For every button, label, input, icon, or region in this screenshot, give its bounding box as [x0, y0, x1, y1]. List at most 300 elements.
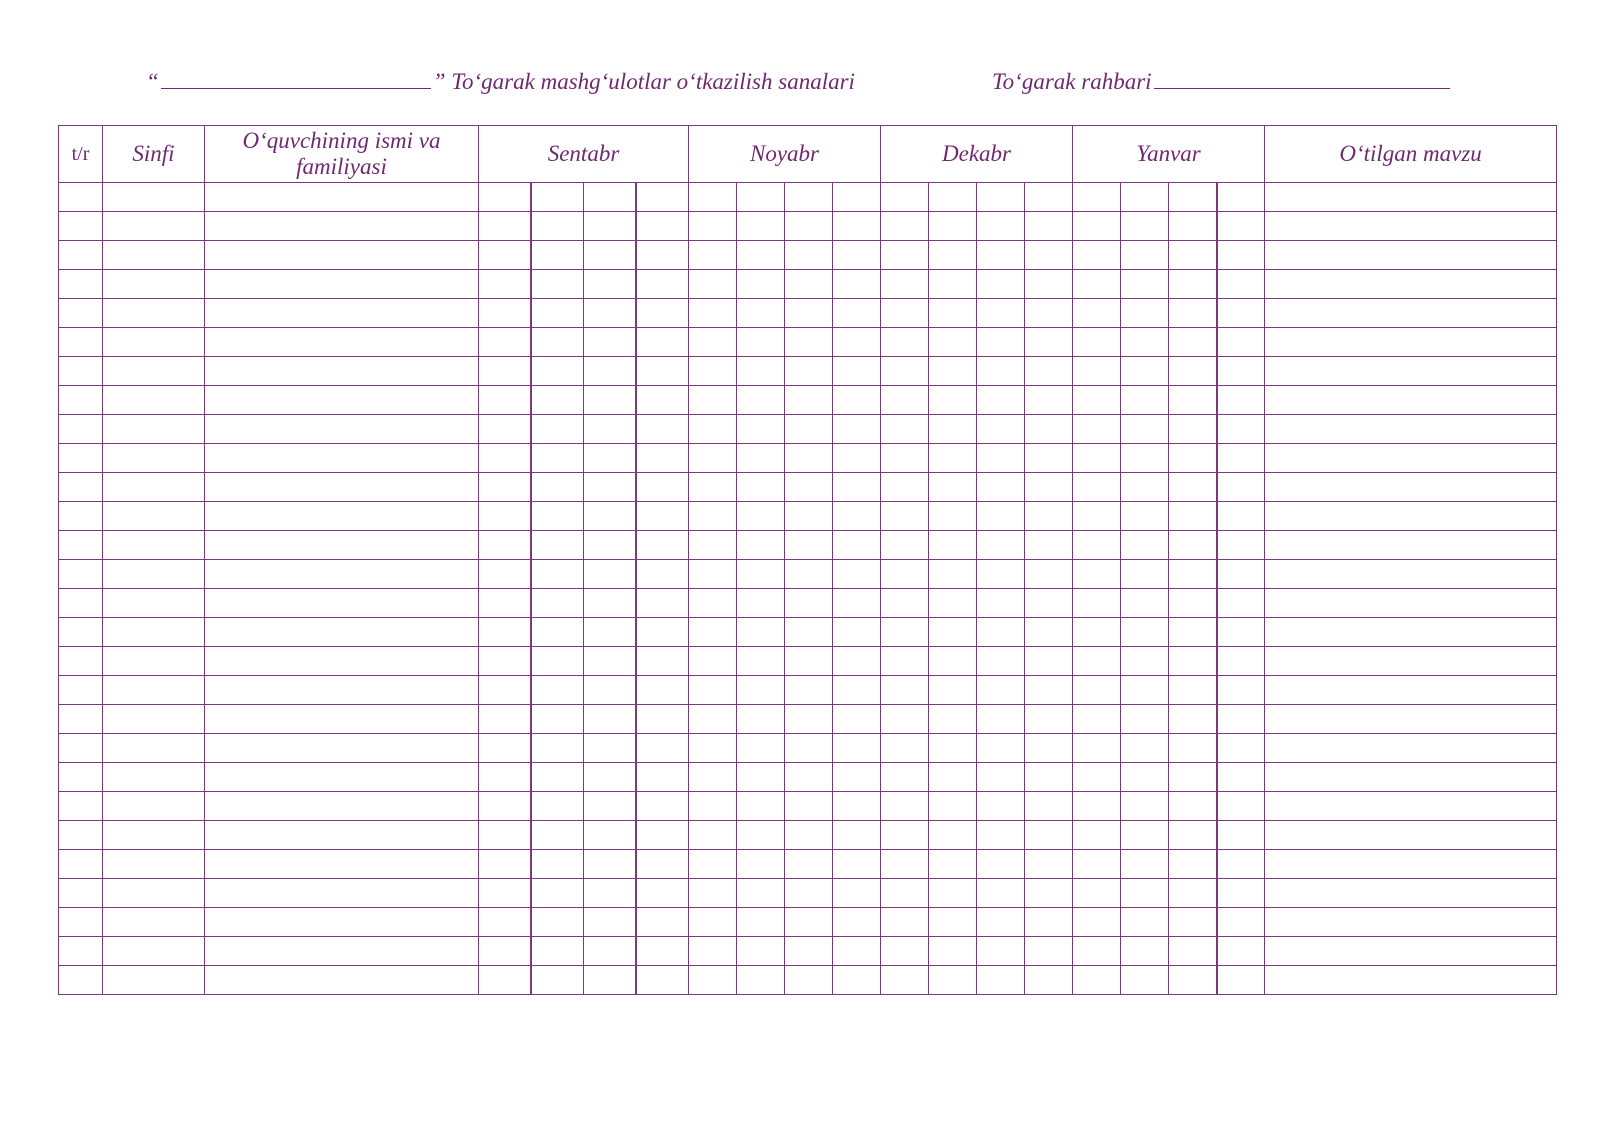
- date-cell-yanvar[interactable]: [1169, 850, 1217, 879]
- date-cell-yanvar[interactable]: [1217, 444, 1265, 473]
- class-cell[interactable]: [103, 560, 205, 589]
- date-cell-noyabr[interactable]: [689, 502, 737, 531]
- date-cell-noyabr[interactable]: [785, 270, 833, 299]
- class-cell[interactable]: [103, 792, 205, 821]
- date-cell-dekabr[interactable]: [881, 328, 929, 357]
- student-name-cell[interactable]: [205, 966, 479, 995]
- topic-cell[interactable]: [1265, 908, 1557, 937]
- date-cell-noyabr[interactable]: [737, 734, 785, 763]
- date-cell-noyabr[interactable]: [737, 386, 785, 415]
- date-cell-noyabr[interactable]: [737, 270, 785, 299]
- date-cell-noyabr[interactable]: [785, 618, 833, 647]
- date-cell-dekabr[interactable]: [977, 328, 1025, 357]
- date-cell-dekabr[interactable]: [977, 618, 1025, 647]
- class-cell[interactable]: [103, 357, 205, 386]
- date-cell-sentabr[interactable]: [636, 386, 689, 415]
- date-cell-noyabr[interactable]: [785, 531, 833, 560]
- date-cell-noyabr[interactable]: [785, 241, 833, 270]
- date-cell-dekabr[interactable]: [881, 473, 929, 502]
- date-cell-dekabr[interactable]: [977, 705, 1025, 734]
- date-cell-sentabr[interactable]: [636, 792, 689, 821]
- date-cell-sentabr[interactable]: [479, 821, 532, 850]
- date-cell-dekabr[interactable]: [881, 647, 929, 676]
- date-cell-sentabr[interactable]: [531, 212, 584, 241]
- date-cell-noyabr[interactable]: [833, 241, 881, 270]
- date-cell-sentabr[interactable]: [584, 821, 637, 850]
- date-cell-noyabr[interactable]: [833, 879, 881, 908]
- date-cell-sentabr[interactable]: [584, 444, 637, 473]
- date-cell-noyabr[interactable]: [785, 589, 833, 618]
- date-cell-sentabr[interactable]: [584, 560, 637, 589]
- date-cell-yanvar[interactable]: [1073, 879, 1121, 908]
- date-cell-noyabr[interactable]: [833, 850, 881, 879]
- date-cell-sentabr[interactable]: [636, 966, 689, 995]
- date-cell-yanvar[interactable]: [1217, 299, 1265, 328]
- date-cell-noyabr[interactable]: [785, 879, 833, 908]
- class-cell[interactable]: [103, 299, 205, 328]
- class-cell[interactable]: [103, 937, 205, 966]
- topic-cell[interactable]: [1265, 241, 1557, 270]
- date-cell-dekabr[interactable]: [1025, 299, 1073, 328]
- date-cell-dekabr[interactable]: [881, 415, 929, 444]
- date-cell-noyabr[interactable]: [689, 937, 737, 966]
- date-cell-sentabr[interactable]: [479, 908, 532, 937]
- class-cell[interactable]: [103, 763, 205, 792]
- date-cell-sentabr[interactable]: [636, 734, 689, 763]
- date-cell-yanvar[interactable]: [1073, 850, 1121, 879]
- date-cell-yanvar[interactable]: [1073, 937, 1121, 966]
- number-cell[interactable]: [59, 792, 103, 821]
- date-cell-dekabr[interactable]: [1025, 676, 1073, 705]
- date-cell-sentabr[interactable]: [479, 444, 532, 473]
- date-cell-sentabr[interactable]: [636, 502, 689, 531]
- date-cell-yanvar[interactable]: [1073, 473, 1121, 502]
- date-cell-sentabr[interactable]: [479, 415, 532, 444]
- date-cell-dekabr[interactable]: [929, 299, 977, 328]
- date-cell-noyabr[interactable]: [689, 444, 737, 473]
- date-cell-noyabr[interactable]: [833, 676, 881, 705]
- date-cell-dekabr[interactable]: [881, 821, 929, 850]
- date-cell-yanvar[interactable]: [1073, 908, 1121, 937]
- date-cell-dekabr[interactable]: [977, 444, 1025, 473]
- date-cell-noyabr[interactable]: [689, 473, 737, 502]
- date-cell-sentabr[interactable]: [636, 241, 689, 270]
- student-name-cell[interactable]: [205, 937, 479, 966]
- date-cell-sentabr[interactable]: [584, 734, 637, 763]
- date-cell-sentabr[interactable]: [479, 270, 532, 299]
- date-cell-sentabr[interactable]: [479, 183, 532, 212]
- date-cell-sentabr[interactable]: [584, 531, 637, 560]
- date-cell-sentabr[interactable]: [584, 618, 637, 647]
- date-cell-yanvar[interactable]: [1169, 647, 1217, 676]
- date-cell-sentabr[interactable]: [636, 589, 689, 618]
- date-cell-dekabr[interactable]: [1025, 183, 1073, 212]
- date-cell-yanvar[interactable]: [1217, 763, 1265, 792]
- date-cell-sentabr[interactable]: [479, 589, 532, 618]
- date-cell-sentabr[interactable]: [636, 444, 689, 473]
- number-cell[interactable]: [59, 386, 103, 415]
- date-cell-yanvar[interactable]: [1169, 763, 1217, 792]
- date-cell-noyabr[interactable]: [833, 908, 881, 937]
- date-cell-yanvar[interactable]: [1217, 386, 1265, 415]
- date-cell-dekabr[interactable]: [929, 560, 977, 589]
- date-cell-dekabr[interactable]: [977, 676, 1025, 705]
- date-cell-noyabr[interactable]: [833, 386, 881, 415]
- student-name-cell[interactable]: [205, 183, 479, 212]
- date-cell-yanvar[interactable]: [1073, 734, 1121, 763]
- topic-cell[interactable]: [1265, 502, 1557, 531]
- date-cell-dekabr[interactable]: [929, 966, 977, 995]
- date-cell-dekabr[interactable]: [881, 879, 929, 908]
- date-cell-sentabr[interactable]: [584, 647, 637, 676]
- date-cell-sentabr[interactable]: [636, 763, 689, 792]
- class-cell[interactable]: [103, 705, 205, 734]
- date-cell-yanvar[interactable]: [1169, 212, 1217, 241]
- topic-cell[interactable]: [1265, 763, 1557, 792]
- topic-cell[interactable]: [1265, 299, 1557, 328]
- date-cell-yanvar[interactable]: [1073, 705, 1121, 734]
- date-cell-noyabr[interactable]: [833, 212, 881, 241]
- student-name-cell[interactable]: [205, 589, 479, 618]
- date-cell-yanvar[interactable]: [1217, 328, 1265, 357]
- date-cell-noyabr[interactable]: [689, 734, 737, 763]
- date-cell-dekabr[interactable]: [977, 647, 1025, 676]
- number-cell[interactable]: [59, 473, 103, 502]
- date-cell-sentabr[interactable]: [531, 502, 584, 531]
- date-cell-yanvar[interactable]: [1169, 879, 1217, 908]
- date-cell-noyabr[interactable]: [737, 879, 785, 908]
- topic-cell[interactable]: [1265, 850, 1557, 879]
- date-cell-noyabr[interactable]: [689, 357, 737, 386]
- date-cell-sentabr[interactable]: [584, 937, 637, 966]
- date-cell-dekabr[interactable]: [881, 183, 929, 212]
- date-cell-yanvar[interactable]: [1073, 183, 1121, 212]
- topic-cell[interactable]: [1265, 618, 1557, 647]
- date-cell-yanvar[interactable]: [1169, 589, 1217, 618]
- date-cell-dekabr[interactable]: [977, 502, 1025, 531]
- date-cell-sentabr[interactable]: [531, 705, 584, 734]
- class-cell[interactable]: [103, 415, 205, 444]
- student-name-cell[interactable]: [205, 531, 479, 560]
- class-cell[interactable]: [103, 473, 205, 502]
- date-cell-yanvar[interactable]: [1217, 850, 1265, 879]
- date-cell-sentabr[interactable]: [584, 763, 637, 792]
- topic-cell[interactable]: [1265, 821, 1557, 850]
- date-cell-yanvar[interactable]: [1217, 183, 1265, 212]
- number-cell[interactable]: [59, 618, 103, 647]
- number-cell[interactable]: [59, 299, 103, 328]
- number-cell[interactable]: [59, 763, 103, 792]
- date-cell-sentabr[interactable]: [479, 734, 532, 763]
- date-cell-dekabr[interactable]: [1025, 212, 1073, 241]
- date-cell-noyabr[interactable]: [785, 908, 833, 937]
- date-cell-yanvar[interactable]: [1217, 531, 1265, 560]
- date-cell-dekabr[interactable]: [977, 734, 1025, 763]
- number-cell[interactable]: [59, 444, 103, 473]
- date-cell-noyabr[interactable]: [785, 183, 833, 212]
- date-cell-dekabr[interactable]: [881, 357, 929, 386]
- date-cell-yanvar[interactable]: [1073, 299, 1121, 328]
- student-name-cell[interactable]: [205, 734, 479, 763]
- date-cell-yanvar[interactable]: [1073, 966, 1121, 995]
- date-cell-noyabr[interactable]: [737, 473, 785, 502]
- date-cell-sentabr[interactable]: [584, 473, 637, 502]
- date-cell-dekabr[interactable]: [881, 386, 929, 415]
- date-cell-dekabr[interactable]: [881, 792, 929, 821]
- date-cell-dekabr[interactable]: [929, 212, 977, 241]
- date-cell-dekabr[interactable]: [881, 937, 929, 966]
- date-cell-dekabr[interactable]: [1025, 966, 1073, 995]
- date-cell-yanvar[interactable]: [1169, 502, 1217, 531]
- date-cell-sentabr[interactable]: [584, 850, 637, 879]
- date-cell-sentabr[interactable]: [584, 966, 637, 995]
- date-cell-sentabr[interactable]: [584, 502, 637, 531]
- date-cell-dekabr[interactable]: [929, 705, 977, 734]
- date-cell-yanvar[interactable]: [1073, 270, 1121, 299]
- date-cell-dekabr[interactable]: [929, 444, 977, 473]
- date-cell-noyabr[interactable]: [833, 473, 881, 502]
- date-cell-sentabr[interactable]: [479, 705, 532, 734]
- date-cell-noyabr[interactable]: [737, 792, 785, 821]
- topic-cell[interactable]: [1265, 212, 1557, 241]
- date-cell-yanvar[interactable]: [1169, 618, 1217, 647]
- date-cell-noyabr[interactable]: [785, 734, 833, 763]
- date-cell-noyabr[interactable]: [689, 212, 737, 241]
- student-name-cell[interactable]: [205, 473, 479, 502]
- date-cell-sentabr[interactable]: [584, 705, 637, 734]
- date-cell-dekabr[interactable]: [1025, 270, 1073, 299]
- date-cell-dekabr[interactable]: [977, 299, 1025, 328]
- date-cell-dekabr[interactable]: [881, 676, 929, 705]
- class-cell[interactable]: [103, 879, 205, 908]
- date-cell-sentabr[interactable]: [531, 879, 584, 908]
- date-cell-yanvar[interactable]: [1169, 357, 1217, 386]
- date-cell-dekabr[interactable]: [1025, 850, 1073, 879]
- date-cell-sentabr[interactable]: [584, 908, 637, 937]
- date-cell-noyabr[interactable]: [785, 328, 833, 357]
- date-cell-noyabr[interactable]: [833, 502, 881, 531]
- date-cell-yanvar[interactable]: [1073, 212, 1121, 241]
- date-cell-sentabr[interactable]: [636, 473, 689, 502]
- date-cell-dekabr[interactable]: [1025, 357, 1073, 386]
- date-cell-sentabr[interactable]: [531, 734, 584, 763]
- date-cell-dekabr[interactable]: [977, 792, 1025, 821]
- date-cell-noyabr[interactable]: [737, 415, 785, 444]
- date-cell-sentabr[interactable]: [531, 444, 584, 473]
- date-cell-dekabr[interactable]: [881, 299, 929, 328]
- date-cell-noyabr[interactable]: [785, 212, 833, 241]
- date-cell-dekabr[interactable]: [977, 415, 1025, 444]
- date-cell-dekabr[interactable]: [977, 908, 1025, 937]
- class-cell[interactable]: [103, 676, 205, 705]
- date-cell-sentabr[interactable]: [531, 850, 584, 879]
- date-cell-noyabr[interactable]: [833, 821, 881, 850]
- date-cell-noyabr[interactable]: [689, 705, 737, 734]
- date-cell-yanvar[interactable]: [1073, 647, 1121, 676]
- date-cell-yanvar[interactable]: [1121, 415, 1169, 444]
- date-cell-noyabr[interactable]: [689, 299, 737, 328]
- date-cell-dekabr[interactable]: [977, 386, 1025, 415]
- class-cell[interactable]: [103, 328, 205, 357]
- class-cell[interactable]: [103, 241, 205, 270]
- date-cell-sentabr[interactable]: [636, 618, 689, 647]
- date-cell-yanvar[interactable]: [1073, 357, 1121, 386]
- class-cell[interactable]: [103, 386, 205, 415]
- date-cell-yanvar[interactable]: [1073, 415, 1121, 444]
- date-cell-sentabr[interactable]: [531, 618, 584, 647]
- topic-cell[interactable]: [1265, 328, 1557, 357]
- date-cell-sentabr[interactable]: [531, 415, 584, 444]
- date-cell-dekabr[interactable]: [1025, 647, 1073, 676]
- date-cell-yanvar[interactable]: [1121, 937, 1169, 966]
- date-cell-yanvar[interactable]: [1217, 734, 1265, 763]
- date-cell-yanvar[interactable]: [1121, 241, 1169, 270]
- date-cell-yanvar[interactable]: [1169, 183, 1217, 212]
- number-cell[interactable]: [59, 560, 103, 589]
- date-cell-noyabr[interactable]: [833, 705, 881, 734]
- class-cell[interactable]: [103, 850, 205, 879]
- class-cell[interactable]: [103, 183, 205, 212]
- date-cell-dekabr[interactable]: [881, 763, 929, 792]
- date-cell-yanvar[interactable]: [1217, 589, 1265, 618]
- date-cell-dekabr[interactable]: [977, 212, 1025, 241]
- date-cell-yanvar[interactable]: [1217, 705, 1265, 734]
- date-cell-yanvar[interactable]: [1121, 821, 1169, 850]
- date-cell-noyabr[interactable]: [833, 328, 881, 357]
- date-cell-noyabr[interactable]: [737, 560, 785, 589]
- date-cell-noyabr[interactable]: [737, 966, 785, 995]
- topic-cell[interactable]: [1265, 473, 1557, 502]
- date-cell-noyabr[interactable]: [689, 183, 737, 212]
- date-cell-noyabr[interactable]: [785, 966, 833, 995]
- number-cell[interactable]: [59, 937, 103, 966]
- date-cell-yanvar[interactable]: [1217, 270, 1265, 299]
- student-name-cell[interactable]: [205, 444, 479, 473]
- date-cell-sentabr[interactable]: [479, 647, 532, 676]
- date-cell-sentabr[interactable]: [531, 792, 584, 821]
- date-cell-dekabr[interactable]: [881, 444, 929, 473]
- date-cell-noyabr[interactable]: [785, 560, 833, 589]
- date-cell-dekabr[interactable]: [881, 734, 929, 763]
- student-name-cell[interactable]: [205, 299, 479, 328]
- date-cell-noyabr[interactable]: [785, 763, 833, 792]
- date-cell-sentabr[interactable]: [584, 589, 637, 618]
- number-cell[interactable]: [59, 328, 103, 357]
- date-cell-dekabr[interactable]: [929, 792, 977, 821]
- student-name-cell[interactable]: [205, 212, 479, 241]
- student-name-cell[interactable]: [205, 821, 479, 850]
- date-cell-dekabr[interactable]: [881, 241, 929, 270]
- leader-name-blank-field[interactable]: [1154, 66, 1450, 89]
- date-cell-yanvar[interactable]: [1121, 357, 1169, 386]
- date-cell-yanvar[interactable]: [1217, 241, 1265, 270]
- number-cell[interactable]: [59, 850, 103, 879]
- date-cell-yanvar[interactable]: [1073, 618, 1121, 647]
- date-cell-sentabr[interactable]: [479, 502, 532, 531]
- date-cell-dekabr[interactable]: [1025, 241, 1073, 270]
- date-cell-noyabr[interactable]: [833, 415, 881, 444]
- date-cell-dekabr[interactable]: [977, 821, 1025, 850]
- date-cell-noyabr[interactable]: [689, 241, 737, 270]
- date-cell-yanvar[interactable]: [1169, 966, 1217, 995]
- number-cell[interactable]: [59, 734, 103, 763]
- date-cell-yanvar[interactable]: [1121, 560, 1169, 589]
- date-cell-yanvar[interactable]: [1217, 966, 1265, 995]
- date-cell-dekabr[interactable]: [1025, 879, 1073, 908]
- date-cell-noyabr[interactable]: [737, 531, 785, 560]
- date-cell-noyabr[interactable]: [833, 357, 881, 386]
- date-cell-dekabr[interactable]: [929, 328, 977, 357]
- date-cell-noyabr[interactable]: [785, 357, 833, 386]
- date-cell-sentabr[interactable]: [636, 270, 689, 299]
- date-cell-noyabr[interactable]: [737, 908, 785, 937]
- date-cell-dekabr[interactable]: [881, 850, 929, 879]
- date-cell-yanvar[interactable]: [1121, 792, 1169, 821]
- date-cell-dekabr[interactable]: [1025, 763, 1073, 792]
- date-cell-yanvar[interactable]: [1121, 705, 1169, 734]
- date-cell-noyabr[interactable]: [689, 270, 737, 299]
- date-cell-sentabr[interactable]: [531, 676, 584, 705]
- date-cell-noyabr[interactable]: [737, 589, 785, 618]
- date-cell-dekabr[interactable]: [929, 270, 977, 299]
- date-cell-yanvar[interactable]: [1121, 444, 1169, 473]
- date-cell-dekabr[interactable]: [929, 502, 977, 531]
- date-cell-noyabr[interactable]: [785, 473, 833, 502]
- date-cell-sentabr[interactable]: [584, 792, 637, 821]
- date-cell-yanvar[interactable]: [1169, 473, 1217, 502]
- topic-cell[interactable]: [1265, 357, 1557, 386]
- date-cell-noyabr[interactable]: [737, 212, 785, 241]
- date-cell-noyabr[interactable]: [833, 734, 881, 763]
- date-cell-dekabr[interactable]: [1025, 473, 1073, 502]
- date-cell-yanvar[interactable]: [1073, 531, 1121, 560]
- date-cell-sentabr[interactable]: [531, 473, 584, 502]
- date-cell-yanvar[interactable]: [1121, 473, 1169, 502]
- date-cell-dekabr[interactable]: [977, 270, 1025, 299]
- date-cell-dekabr[interactable]: [929, 618, 977, 647]
- student-name-cell[interactable]: [205, 415, 479, 444]
- date-cell-dekabr[interactable]: [881, 589, 929, 618]
- student-name-cell[interactable]: [205, 850, 479, 879]
- class-cell[interactable]: [103, 908, 205, 937]
- date-cell-noyabr[interactable]: [737, 937, 785, 966]
- date-cell-dekabr[interactable]: [1025, 531, 1073, 560]
- date-cell-yanvar[interactable]: [1169, 792, 1217, 821]
- date-cell-noyabr[interactable]: [737, 705, 785, 734]
- date-cell-sentabr[interactable]: [531, 183, 584, 212]
- date-cell-sentabr[interactable]: [531, 589, 584, 618]
- date-cell-dekabr[interactable]: [881, 705, 929, 734]
- date-cell-sentabr[interactable]: [479, 618, 532, 647]
- date-cell-yanvar[interactable]: [1121, 183, 1169, 212]
- date-cell-dekabr[interactable]: [929, 647, 977, 676]
- date-cell-noyabr[interactable]: [785, 676, 833, 705]
- date-cell-dekabr[interactable]: [977, 473, 1025, 502]
- date-cell-dekabr[interactable]: [1025, 792, 1073, 821]
- date-cell-dekabr[interactable]: [881, 212, 929, 241]
- date-cell-sentabr[interactable]: [479, 937, 532, 966]
- class-cell[interactable]: [103, 502, 205, 531]
- topic-cell[interactable]: [1265, 270, 1557, 299]
- date-cell-dekabr[interactable]: [1025, 821, 1073, 850]
- date-cell-noyabr[interactable]: [737, 821, 785, 850]
- date-cell-noyabr[interactable]: [737, 357, 785, 386]
- topic-cell[interactable]: [1265, 734, 1557, 763]
- date-cell-noyabr[interactable]: [833, 531, 881, 560]
- date-cell-dekabr[interactable]: [929, 386, 977, 415]
- topic-cell[interactable]: [1265, 647, 1557, 676]
- class-cell[interactable]: [103, 734, 205, 763]
